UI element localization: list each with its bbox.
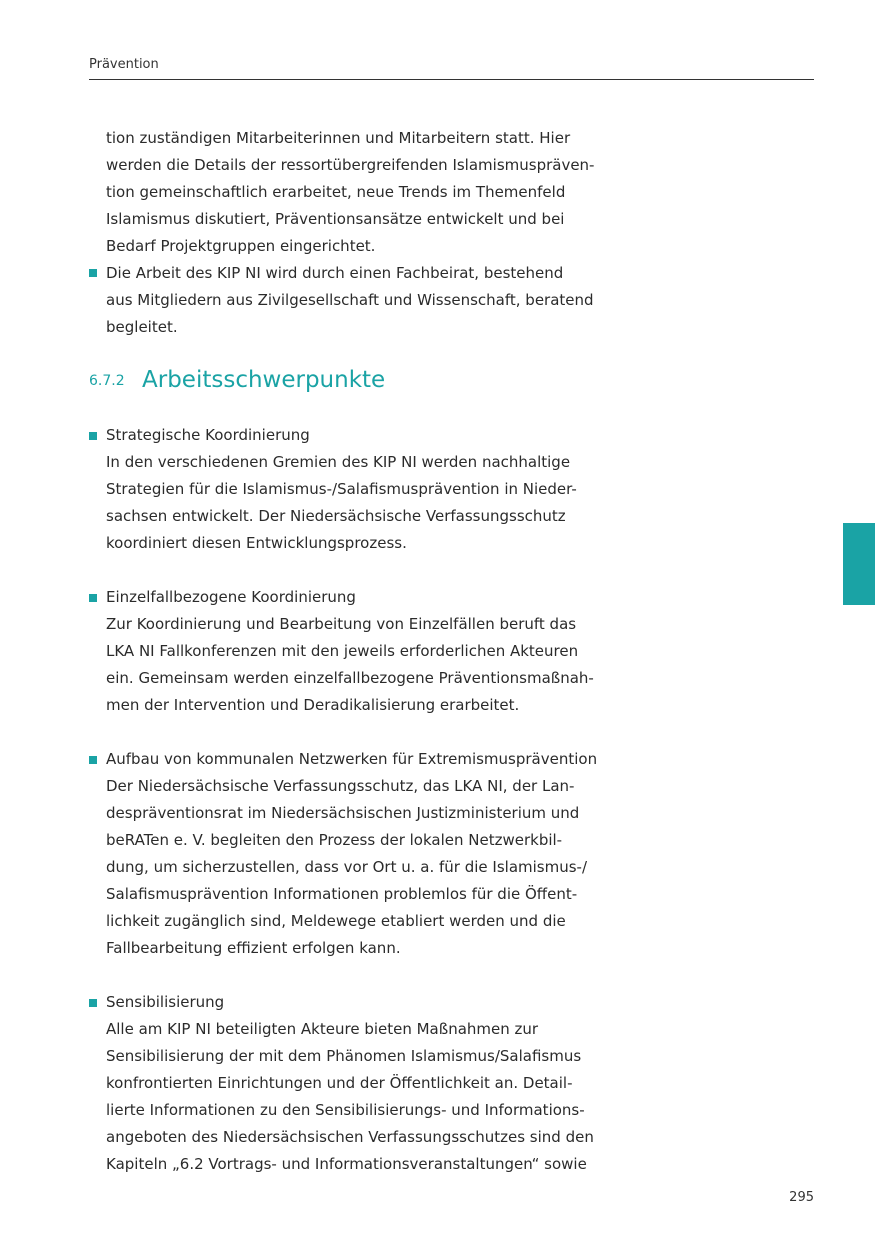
intro-line: Bedarf Projektgruppen eingerichtet. <box>106 237 376 255</box>
advisory-line: begleitet. <box>106 318 178 336</box>
item-line: Sensibilisierung der mit dem Phänomen Islamismus/Salafismus <box>106 1047 582 1065</box>
bullet-marker-icon <box>89 432 97 440</box>
item-line: Zur Koordinierung und Bearbeitung von Einzelfällen beruft das <box>106 615 577 633</box>
item-line: despräventionsrat im Niedersächsischen Justizministerium und <box>106 804 580 822</box>
item-line: lierte Informationen zu den Sensibilisierungs- und Informations- <box>106 1101 585 1119</box>
section-title: Arbeitsschwerpunkte <box>142 367 386 393</box>
item-line: Salafismusprävention Informationen problemlos für die Öffent- <box>106 885 578 903</box>
item-line: Alle am KIP NI beteiligten Akteure bieten Maßnahmen zur <box>106 1020 539 1038</box>
item-line: LKA NI Fallkonferenzen mit den jeweils erforderlichen Akteuren <box>106 642 579 660</box>
item-line: Der Niedersächsische Verfassungsschutz, das LKA NI, der Lan- <box>106 777 575 795</box>
item-line: beRATen e. V. begleiten den Prozess der lokalen Netzwerkbil- <box>106 831 563 849</box>
header-divider <box>89 79 814 80</box>
item-heading: Aufbau von kommunalen Netzwerken für Extremismusprävention <box>106 750 598 768</box>
advisory-line: aus Mitgliedern aus Zivilgesellschaft und Wissenschaft, beratend <box>106 291 594 309</box>
item-line: Strategien für die Islamismus-/Salafismusprävention in Nieder- <box>106 480 577 498</box>
chapter-side-tab <box>843 523 875 605</box>
item-line: konfrontierten Einrichtungen und der Öffentlichkeit an. Detail- <box>106 1074 573 1092</box>
bullet-marker-icon <box>89 756 97 764</box>
item-heading: Sensibilisierung <box>106 993 225 1011</box>
advisory-line: Die Arbeit des KIP NI wird durch einen Fachbeirat, bestehend <box>106 264 564 282</box>
bullet-marker-icon <box>89 269 97 277</box>
item-heading: Einzelfallbezogene Koordinierung <box>106 588 356 606</box>
intro-line: werden die Details der ressortübergreifenden Islamismuspräven- <box>106 156 595 174</box>
item-line: In den verschiedenen Gremien des KIP NI werden nachhaltige <box>106 453 571 471</box>
intro-line: tion zuständigen Mitarbeiterinnen und Mitarbeitern statt. Hier <box>106 129 571 147</box>
bullet-marker-icon <box>89 594 97 602</box>
item-line: Kapiteln „6.2 Vortrags- und Informationsveranstaltungen“ sowie <box>106 1155 587 1173</box>
item-line: angeboten des Niedersächsischen Verfassungsschutzes sind den <box>106 1128 594 1146</box>
item-line: men der Intervention und Deradikalisierung erarbeitet. <box>106 696 520 714</box>
item-heading: Strategische Koordinierung <box>106 426 310 444</box>
item-line: lichkeit zugänglich sind, Meldewege etabliert werden und die <box>106 912 566 930</box>
item-line: dung, um sicherzustellen, dass vor Ort u. a. für die Islamismus-/ <box>106 858 588 876</box>
intro-line: Islamismus diskutiert, Präventionsansätze entwickelt und bei <box>106 210 565 228</box>
item-line: Fallbearbeitung effizient erfolgen kann. <box>106 939 401 957</box>
bullet-marker-icon <box>89 999 97 1007</box>
item-line: ein. Gemeinsam werden einzelfallbezogene Präventionsmaßnah- <box>106 669 594 687</box>
section-number: 6.7.2 <box>89 373 125 389</box>
running-header: Prävention <box>89 57 159 72</box>
item-line: koordiniert diesen Entwicklungsprozess. <box>106 534 407 552</box>
page-number: 295 <box>789 1190 814 1205</box>
item-line: sachsen entwickelt. Der Niedersächsische Verfassungsschutz <box>106 507 566 525</box>
intro-line: tion gemeinschaftlich erarbeitet, neue Trends im Themenfeld <box>106 183 566 201</box>
